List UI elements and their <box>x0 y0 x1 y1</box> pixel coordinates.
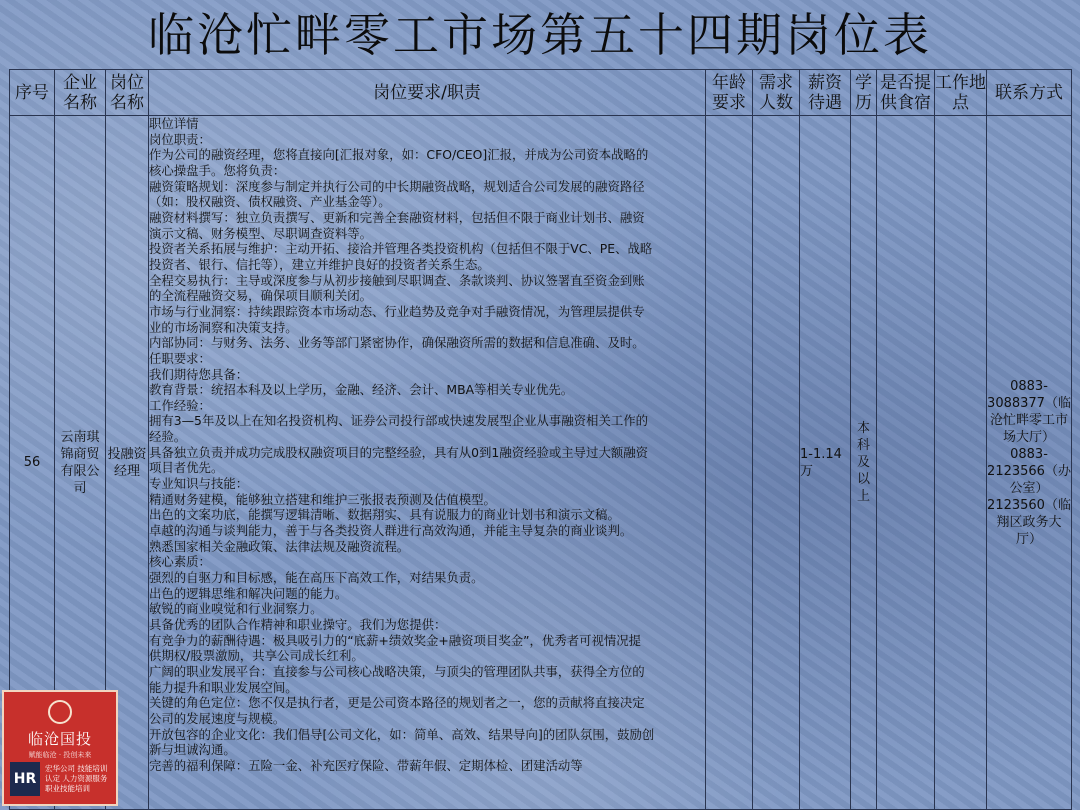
duty-line: 专业知识与技能： <box>149 476 249 492</box>
header-location: 工作地点 <box>935 70 987 116</box>
duty-line: 核心素质： <box>149 554 211 570</box>
duty-line: 有竞争力的薪酬待遇：极具吸引力的“底薪+绩效奖金+融资项目奖金”，优秀者可视情况提 <box>149 632 642 648</box>
duty-line: 岗位职责： <box>149 131 211 147</box>
duty-line: 融资策略规划：深度参与制定并执行公司的中长期融资战略，规划适合公司发展的融资路径 <box>149 178 645 194</box>
duty-line: 完善的福利保障：五险一金、补充医疗保险、带薪年假、定期体检、团建活动等 <box>149 757 583 773</box>
hr-logo-icon: HR <box>10 762 40 796</box>
header-number: 序号 <box>10 70 55 116</box>
duty-line: 内部协同：与财务、法务、业务等部门紧密协作，确保融资所需的数据和信息准确、及时。 <box>149 335 645 351</box>
row-position: 投融资经理 <box>106 116 149 810</box>
header-position: 岗位名称 <box>106 70 149 116</box>
duty-line: 职位详情 <box>149 116 199 131</box>
header-salary: 薪资待遇 <box>800 70 851 116</box>
row-number: 56 <box>10 116 55 810</box>
job-table <box>9 69 1072 810</box>
company-logo <box>2 690 118 806</box>
duty-line: 广阔的职业发展平台：直接参与公司核心战略决策，与顶尖的管理团队共事，获得全方位的 <box>149 663 645 679</box>
header-contact: 联系方式 <box>987 70 1072 116</box>
duty-line: 教育背景：统招本科及以上学历，金融、经济、会计、MBA等相关专业优先。 <box>149 382 574 398</box>
duty-line: 供期权/股票激励，共享公司成长红利。 <box>149 648 364 664</box>
seal-icon <box>48 700 72 724</box>
duty-line: 具备优秀的团队合作精神和职业操守。我们为您提供： <box>149 617 447 632</box>
duty-line: 关键的角色定位：您不仅是执行者，更是公司资本路径的规划者之一，您的贡献将直接决定 <box>149 695 645 711</box>
duty-line: 业的市场洞察和决策支持。 <box>149 319 298 335</box>
logo-brand: 临沧国投 <box>27 730 92 748</box>
logo-tagline: 赋能临沧 · 投创未来 <box>28 751 92 759</box>
duty-line: 任职要求： <box>149 350 211 366</box>
duty-line: 能力提升和职业发展空间。 <box>149 679 298 695</box>
header-row <box>10 70 1072 116</box>
table-row <box>10 116 1072 810</box>
duty-line: 开放包容的企业文化：我们倡导[公司文化，如：简单、高效、结果导向]的团队氛围，鼓励创 <box>149 726 655 742</box>
duty-line: 投资者、银行、信托等），建立并维护良好的投资者关系生态。 <box>149 256 490 272</box>
duty-line: 拥有3—5年及以上在知名投资机构、证券公司投行部或快速发展型企业从事融资相关工作的 <box>149 413 649 429</box>
header-company: 企业名称 <box>55 70 106 116</box>
duty-line: 工作经验： <box>149 397 211 413</box>
duty-line: 出色的文案功底，能撰写逻辑清晰、数据翔实、具有说服力的商业计划书和演示文稿。 <box>149 507 620 523</box>
header-count: 需求人数 <box>753 70 800 116</box>
duty-line: 融资材料撰写：独立负责撰写、更新和完善全套融资材料，包括但不限于商业计划书、融资 <box>149 209 645 225</box>
page-title: 临沧忙畔零工市场第五十四期岗位表 <box>148 8 932 62</box>
duty-line: 核心操盘手。您将负责： <box>149 162 286 178</box>
duty-line: 演示文稿、财务模型、尽职调查资料等。 <box>149 225 373 241</box>
duty-line: 全程交易执行：主导或深度参与从初步接触到尽职调查、条款谈判、协议签署直至资金到账 <box>149 272 645 288</box>
row-education: 本科及以上 <box>851 116 877 810</box>
duty-line: 我们期待您具备： <box>149 366 249 382</box>
row-company: 云南琪锦商贸有限公司 <box>55 116 106 810</box>
duty-line: 强烈的自驱力和目标感，能在高压下高效工作，对结果负责。 <box>149 570 484 586</box>
logo-slogan: 宏华公司 技能培训认定 人力资源服务 职业技能培训 <box>45 764 108 793</box>
duty-line: 新与坦诚沟通。 <box>149 742 236 758</box>
header-board: 是否提供食宿 <box>877 70 935 116</box>
duty-line: 熟悉国家相关金融政策、法律法规及融资流程。 <box>149 538 410 554</box>
duty-line: （如：股权融资、债权融资、产业基金等）。 <box>149 194 391 210</box>
row-count <box>753 116 800 810</box>
row-contact: 0883-3088377（临沧忙畔零工市场大厅）0883-2123566（办公室）2123560（临翔区政务大厅） <box>987 116 1072 810</box>
header-education: 学历 <box>851 70 877 116</box>
duty-line: 作为公司的融资经理，您将直接向[汇报对象，如：CFO/CEO]汇报，并成为公司资本战略的 <box>149 147 649 163</box>
header-age: 年龄要求 <box>706 70 753 116</box>
duty-line: 经验。 <box>149 429 187 445</box>
duty-line: 精通财务建模，能够独立搭建和维护三张报表预测及估值模型。 <box>149 491 496 507</box>
duty-line: 具备独立负责并成功完成股权融资项目的完整经验，具有从0到1融资经验或主导过大额融资 <box>149 444 649 460</box>
row-duties <box>149 116 706 810</box>
duty-line: 卓越的沟通与谈判能力，善于与各类投资人群进行高效沟通，并能主导复杂的商业谈判。 <box>149 523 633 539</box>
duty-line: 公司的发展速度与规模。 <box>149 710 286 726</box>
row-salary: 1-1.14万 <box>800 116 851 810</box>
row-board <box>877 116 935 810</box>
duty-line: 敏锐的商业嗅觉和行业洞察力。 <box>149 601 323 617</box>
duty-line: 的全流程融资交易，确保项目顺利关闭。 <box>149 288 373 304</box>
header-duties: 岗位要求/职责 <box>149 70 706 116</box>
duty-line: 项目者优先。 <box>149 460 224 476</box>
row-age <box>706 116 753 810</box>
duty-line: 投资者关系拓展与维护：主动开拓、接洽并管理各类投资机构（包括但不限于VC、PE、战略 <box>149 241 653 257</box>
row-location <box>935 116 987 810</box>
duty-line: 出色的逻辑思维和解决问题的能力。 <box>149 585 348 601</box>
duty-line: 市场与行业洞察：持续跟踪资本市场动态、行业趋势及竞争对手融资情况，为管理层提供专 <box>149 303 645 319</box>
